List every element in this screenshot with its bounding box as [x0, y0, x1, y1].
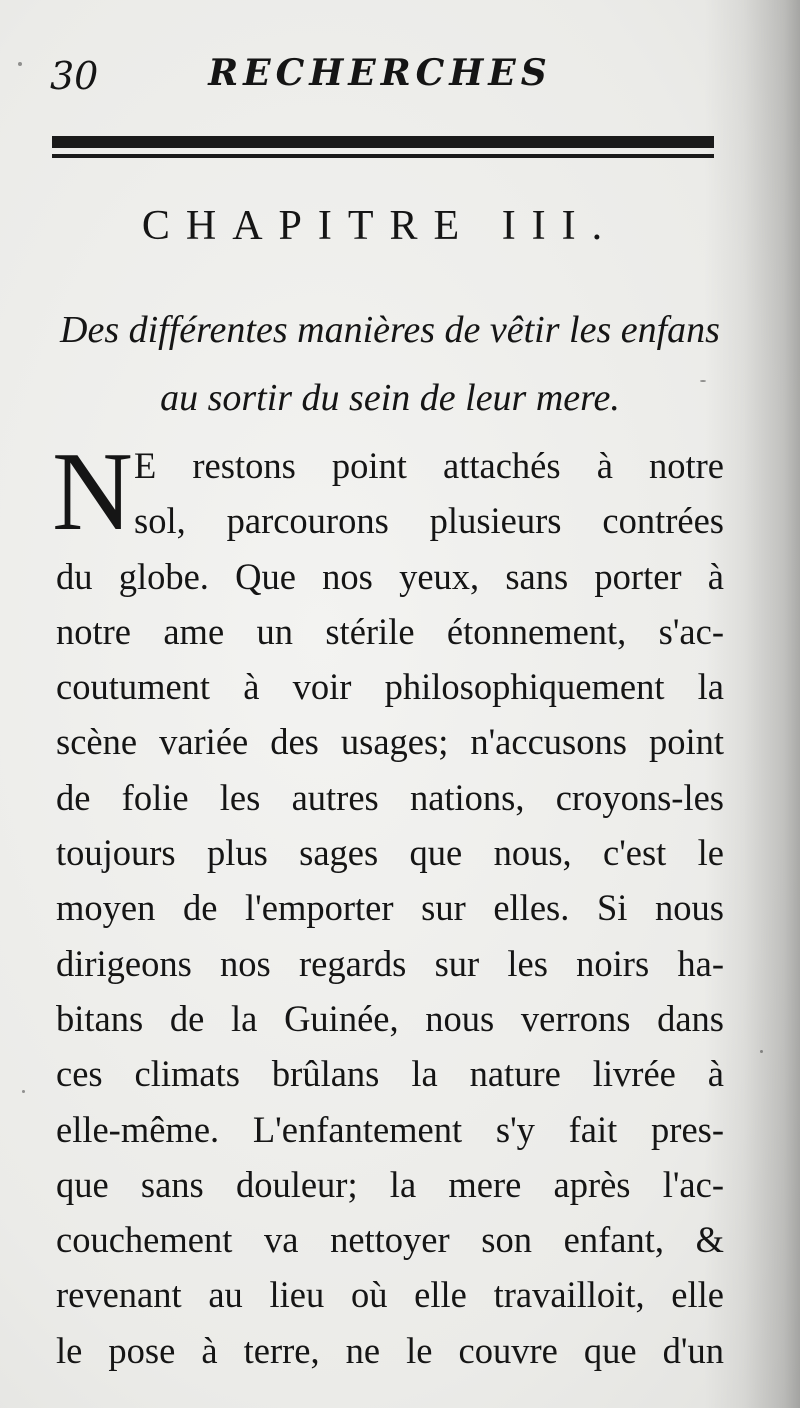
chapter-subtitle-line-1: Des différentes manières de vêtir les enfans — [60, 309, 720, 351]
body-line: sol, parcourons plusieurs contrées — [134, 500, 724, 542]
body-line: du globe. Que nos yeux, sans porter à — [56, 555, 724, 597]
body-line: que sans douleur; la mere après l'ac- — [56, 1163, 724, 1205]
rule-thin-line — [52, 154, 714, 158]
paper-speck — [18, 62, 22, 66]
body-line: elle-même. L'enfantement s'y fait pres- — [56, 1108, 724, 1150]
body-line: ces climats brûlans la nature livrée à — [56, 1053, 724, 1095]
paper-speck — [760, 1050, 763, 1053]
running-title: RECHERCHES — [208, 52, 552, 94]
chapter-subtitle-line-2: au sortir du sein de leur mere. — [160, 377, 620, 419]
page-header — [50, 48, 710, 98]
body-line: couchement va nettoyer son enfant, & — [56, 1219, 724, 1261]
body-line: bitans de la Guinée, nous verrons dans — [56, 997, 724, 1039]
paper-speck — [700, 380, 706, 382]
rule-thick-line — [52, 136, 714, 148]
page-number: 30 — [50, 54, 99, 98]
body-line: notre ame un stérile étonnement, s'ac- — [56, 610, 724, 652]
body-line: toujours plus sages que nous, c'est le — [56, 832, 724, 874]
body-line: dirigeons nos regards sur les noirs ha- — [56, 942, 724, 984]
header-ornamental-rule — [52, 136, 714, 162]
drop-cap-letter: N — [52, 430, 133, 554]
body-line: de folie les autres nations, croyons-les — [56, 776, 724, 818]
body-line: scène variée des usages; n'accusons point — [56, 721, 724, 763]
chapter-heading: CHAPITRE III. — [141, 203, 619, 249]
body-line: le pose à terre, ne le couvre que d'un — [56, 1329, 724, 1371]
body-paragraph — [56, 438, 724, 1378]
body-line: moyen de l'emporter sur elles. Si nous — [56, 887, 724, 929]
body-line: coutument à voir philosophiquement la — [56, 666, 724, 708]
chapter-subtitle — [50, 296, 730, 432]
body-line: E restons point attachés à notre — [134, 445, 724, 486]
paper-speck — [22, 1090, 25, 1093]
body-line: revenant au lieu où elle travailloit, elle — [56, 1274, 724, 1316]
